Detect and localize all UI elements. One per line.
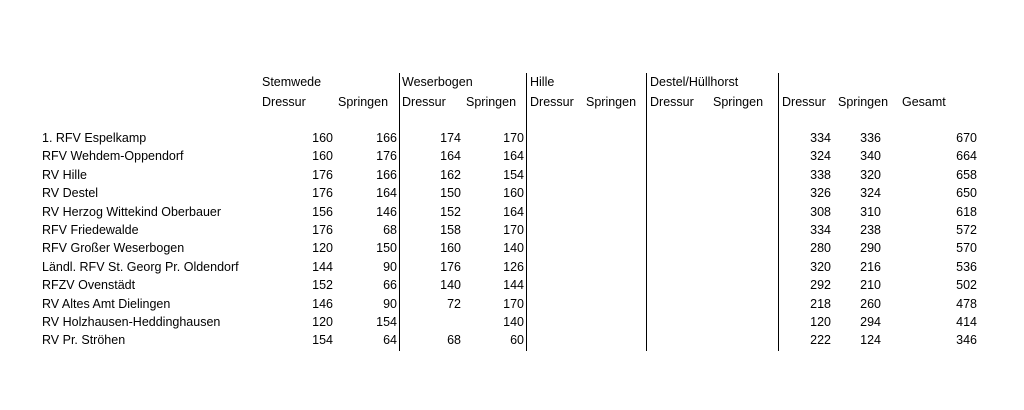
score-cell: 216: [860, 259, 881, 274]
club-name-cell: RFV Wehdem-Oppendorf: [42, 149, 184, 164]
score-cell: 218: [810, 296, 831, 311]
score-cell: 160: [312, 131, 333, 145]
club-name-cell: RV Pr. Ströhen: [42, 333, 126, 348]
score-cell: 150: [440, 186, 461, 201]
score-cell: 170: [503, 131, 524, 145]
subheader-cell: Dressur: [530, 95, 574, 109]
score-cell: 326: [810, 186, 831, 201]
score-cell: 338: [810, 167, 831, 182]
score-cell: 346: [956, 333, 977, 348]
subheader-cell: Springen: [713, 95, 764, 109]
score-cell: 164: [440, 149, 461, 164]
score-cell: 120: [810, 315, 831, 329]
score-cell: 308: [810, 204, 831, 219]
score-cell: 146: [376, 204, 397, 219]
score-cell: 536: [956, 259, 977, 274]
score-cell: 140: [503, 315, 524, 329]
club-name-cell: RV Altes Amt Dielingen: [42, 296, 171, 311]
score-cell: 294: [860, 315, 881, 329]
score-cell: 290: [860, 241, 881, 256]
score-cell: 650: [956, 186, 977, 201]
score-cell: 126: [503, 259, 524, 274]
score-cell: 310: [860, 204, 881, 219]
score-cell: 144: [312, 259, 333, 274]
subheader-cell: Springen: [838, 95, 889, 109]
score-cell: 140: [440, 278, 461, 293]
score-cell: 176: [312, 167, 333, 182]
score-cell: 334: [810, 131, 831, 145]
subheader-cell: Dressur: [402, 95, 446, 109]
group-header-weserbogen: Weserbogen: [402, 75, 473, 89]
score-cell: 170: [503, 296, 524, 311]
score-cell: 156: [312, 204, 333, 219]
club-name-cell: RV Hille: [42, 167, 87, 182]
score-cell: 90: [383, 296, 397, 311]
score-cell: 478: [956, 296, 977, 311]
score-cell: 324: [860, 186, 881, 201]
subheader-cell: Dressur: [782, 95, 826, 109]
club-name-cell: RV Holzhausen-Heddinghausen: [42, 315, 221, 329]
score-cell: 618: [956, 204, 977, 219]
score-cell: 120: [312, 241, 333, 256]
score-cell: 164: [503, 149, 524, 164]
subheader-cell: Springen: [586, 95, 637, 109]
group-header-destel: Destel/Hüllhorst: [650, 75, 739, 89]
club-name-cell: RFV Friedewalde: [42, 223, 139, 237]
score-cell: 292: [810, 278, 831, 293]
score-cell: 146: [312, 296, 333, 311]
score-cell: 670: [956, 131, 977, 145]
score-cell: 166: [376, 131, 397, 145]
score-cell: 572: [956, 223, 977, 237]
score-cell: 90: [383, 259, 397, 274]
score-cell: 124: [860, 333, 881, 348]
score-cell: 154: [312, 333, 333, 348]
club-name-cell: Ländl. RFV St. Georg Pr. Oldendorf: [42, 259, 239, 274]
score-cell: 160: [440, 241, 461, 256]
score-cell: 664: [956, 149, 977, 164]
column-divider: [646, 73, 647, 351]
score-cell: 280: [810, 241, 831, 256]
score-cell: 320: [810, 259, 831, 274]
club-name-cell: RV Destel: [42, 186, 99, 201]
subheader-cell: Springen: [338, 95, 389, 109]
score-cell: 64: [383, 333, 397, 348]
group-header-stemwede: Stemwede: [262, 75, 322, 89]
score-cell: 334: [810, 223, 831, 237]
club-name-cell: RFZV Ovenstädt: [42, 278, 136, 293]
score-cell: 170: [503, 223, 524, 237]
score-cell: 68: [383, 223, 397, 237]
score-cell: 176: [376, 149, 397, 164]
score-cell: 176: [312, 186, 333, 201]
score-cell: 320: [860, 167, 881, 182]
score-cell: 570: [956, 241, 977, 256]
score-cell: 144: [503, 278, 524, 293]
score-cell: 66: [383, 278, 397, 293]
subheader-cell: Dressur: [650, 95, 694, 109]
score-cell: 324: [810, 149, 831, 164]
score-cell: 72: [447, 296, 461, 311]
score-cell: 260: [860, 296, 881, 311]
score-cell: 164: [376, 186, 397, 201]
club-name-cell: RV Herzog Wittekind Oberbauer: [42, 204, 222, 219]
score-cell: 158: [440, 223, 461, 237]
score-cell: 502: [956, 278, 977, 293]
column-divider: [526, 73, 527, 351]
score-cell: 658: [956, 167, 977, 182]
score-cell: 164: [503, 204, 524, 219]
score-cell: 166: [376, 167, 397, 182]
score-cell: 176: [312, 223, 333, 237]
score-cell: 160: [503, 186, 524, 201]
score-cell: 174: [440, 131, 461, 145]
score-cell: 336: [860, 131, 881, 145]
score-cell: 140: [503, 241, 524, 256]
subheader-cell: Dressur: [262, 95, 306, 109]
score-cell: 152: [312, 278, 333, 293]
score-cell: 68: [447, 333, 461, 348]
score-cell: 152: [440, 204, 461, 219]
group-header-hille: Hille: [530, 75, 555, 89]
column-divider: [399, 73, 400, 351]
score-cell: 154: [376, 315, 397, 329]
score-cell: 238: [860, 223, 881, 237]
club-name-cell: RFV Großer Weserbogen: [42, 241, 185, 256]
score-cell: 222: [810, 333, 831, 348]
subheader-cell: Springen: [466, 95, 517, 109]
club-name-cell: 1. RFV Espelkamp: [42, 131, 147, 145]
score-cell: 340: [860, 149, 881, 164]
score-cell: 162: [440, 167, 461, 182]
score-cell: 160: [312, 149, 333, 164]
subheader-cell: Gesamt: [902, 95, 946, 109]
score-cell: 60: [510, 333, 524, 348]
score-cell: 176: [440, 259, 461, 274]
score-cell: 210: [860, 278, 881, 293]
score-cell: 414: [956, 315, 977, 329]
score-cell: 154: [503, 167, 524, 182]
score-cell: 120: [312, 315, 333, 329]
score-cell: 150: [376, 241, 397, 256]
